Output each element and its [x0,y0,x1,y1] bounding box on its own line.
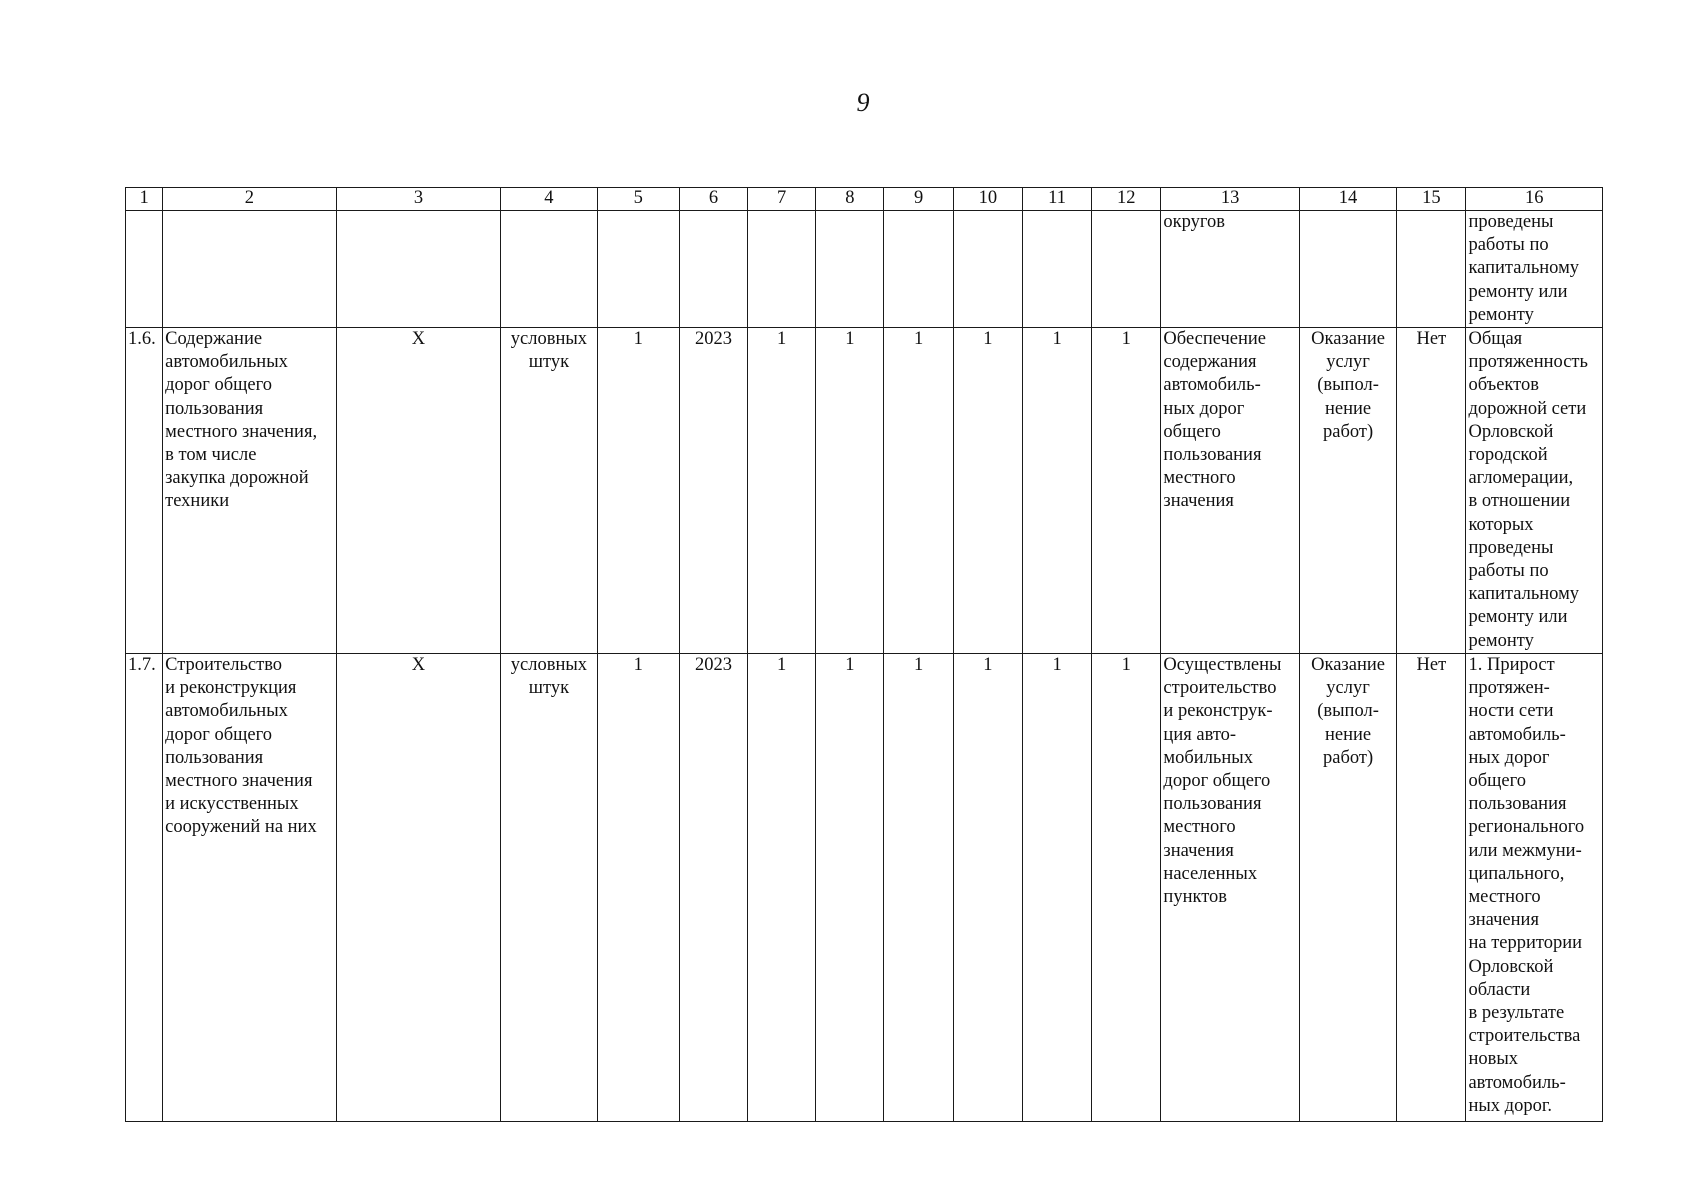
cell-result: Обеспечение содержания автомобиль- ных дорог общего пользования местного значения [1161,328,1299,654]
cell-result: Осуществлены строительство и реконструк- ция авто- мобильных дорог общего пользования местного значения населенных пунктов [1161,654,1299,1122]
column-header-12: 12 [1092,188,1161,211]
cell-year: 2023 [679,328,747,654]
cell-c5: 1 [597,328,679,654]
cell-c7: 1 [748,654,816,1122]
column-header-1: 1 [126,188,163,211]
cell-activity-name: Содержание автомобильных дорог общего пользования местного значения, в том числе закупка дорожной техники [163,328,337,654]
column-header-2: 2 [163,188,337,211]
cell-empty [126,211,163,328]
cell-row-number: 1.7. [126,654,163,1122]
cell-activity-name: Строительство и реконструкция автомобильных дорог общего пользования местного значения и искусственных сооружений на них [163,654,337,1122]
cell-c12: 1 [1092,328,1161,654]
table-row-continuation [126,211,1603,328]
column-header-5: 5 [597,188,679,211]
column-header-10: 10 [953,188,1022,211]
cell-result: округов [1161,211,1299,328]
column-header-3: 3 [336,188,501,211]
cell-c15: Нет [1397,654,1466,1122]
column-header-7: 7 [748,188,816,211]
cell-c15: Нет [1397,328,1466,654]
cell-empty [1092,211,1161,328]
cell-c10: 1 [953,654,1022,1122]
cell-empty [336,211,501,328]
column-header-16: 16 [1466,188,1603,211]
cell-indicator: проведены работы по капитальному ремонту или ремонту [1466,211,1603,328]
cell-empty [163,211,337,328]
cell-empty [748,211,816,328]
cell-c7: 1 [748,328,816,654]
table-row [126,328,1603,654]
cell-c9: 1 [884,654,953,1122]
cell-c11: 1 [1022,328,1091,654]
cell-type: Оказание услуг (выпол- нение работ) [1299,328,1396,654]
column-header-8: 8 [816,188,884,211]
cell-indicator: 1. Прирост протяжен- ности сети автомобиль- ных дорог общего пользования регионального или межмуни- ципального, местного значения на территории Орловской области в результате строительства новых автомобиль- ных дорог. [1466,654,1603,1122]
column-header-15: 15 [1397,188,1466,211]
cell-c3: Х [336,654,501,1122]
column-header-6: 6 [679,188,747,211]
document-table [125,187,1603,1122]
cell-unit: условных штук [501,328,597,654]
cell-empty [816,211,884,328]
page-number: 9 [856,88,870,117]
cell-c8: 1 [816,328,884,654]
cell-c9: 1 [884,328,953,654]
column-header-9: 9 [884,188,953,211]
cell-c5: 1 [597,654,679,1122]
cell-c3: Х [336,328,501,654]
cell-empty [501,211,597,328]
table-row [126,654,1603,1122]
column-header-13: 13 [1161,188,1299,211]
cell-year: 2023 [679,654,747,1122]
cell-c12: 1 [1092,654,1161,1122]
cell-c10: 1 [953,328,1022,654]
cell-empty [953,211,1022,328]
cell-empty [597,211,679,328]
column-number-row [126,188,1603,211]
cell-empty [679,211,747,328]
cell-empty [1397,211,1466,328]
column-header-14: 14 [1299,188,1396,211]
cell-c11: 1 [1022,654,1091,1122]
column-header-11: 11 [1022,188,1091,211]
cell-empty [1299,211,1396,328]
column-header-4: 4 [501,188,597,211]
cell-row-number: 1.6. [126,328,163,654]
cell-indicator: Общая протяженность объектов дорожной сети Орловской городской агломерации, в отношении которых проведены работы по капитальному ремонту или ремонту [1466,328,1603,654]
cell-empty [1022,211,1091,328]
cell-type: Оказание услуг (выпол- нение работ) [1299,654,1396,1122]
cell-empty [884,211,953,328]
cell-c8: 1 [816,654,884,1122]
cell-unit: условных штук [501,654,597,1122]
